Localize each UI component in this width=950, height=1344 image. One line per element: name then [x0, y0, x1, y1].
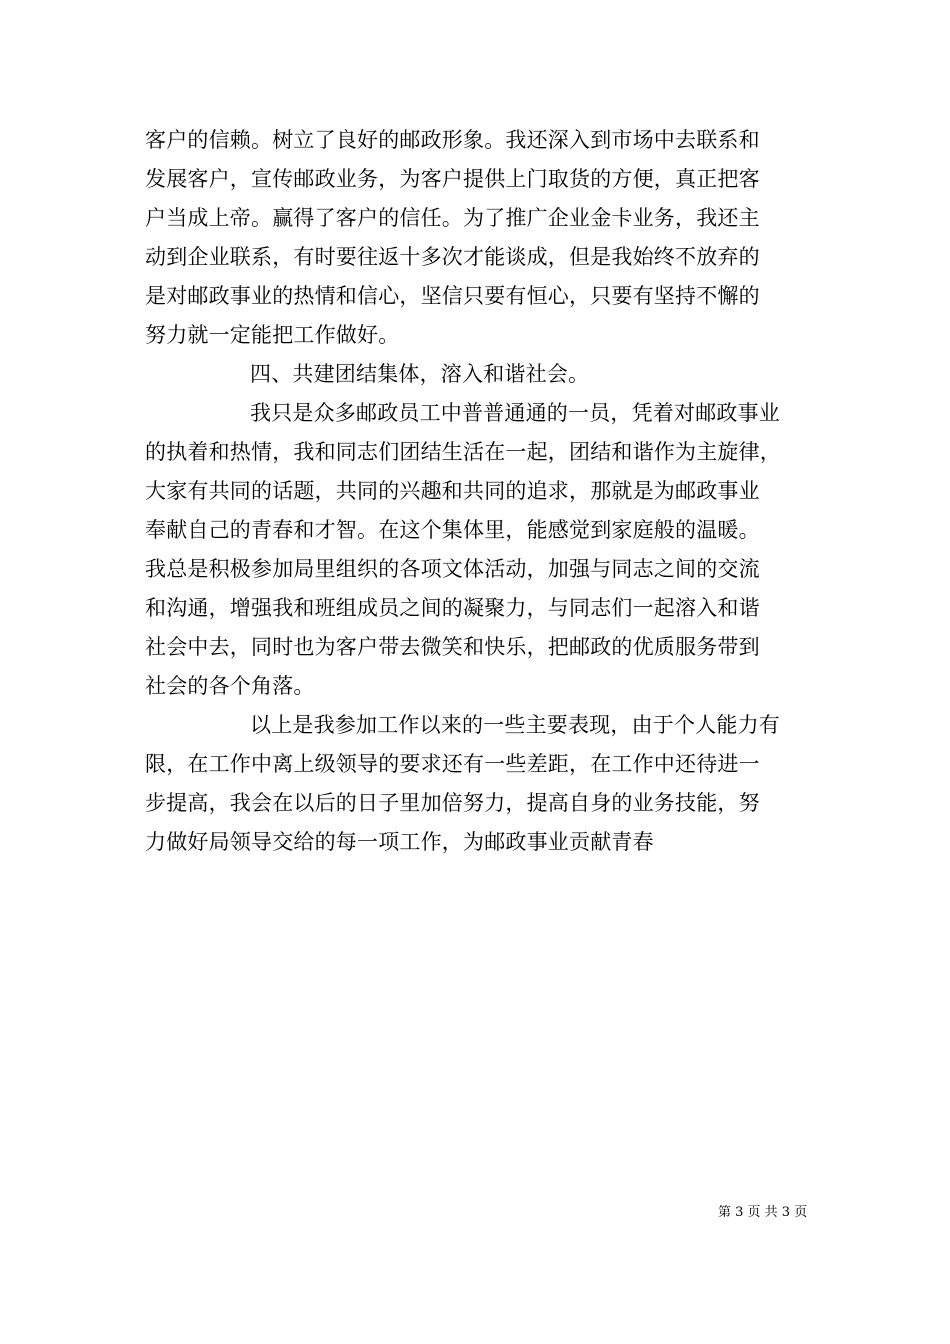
text-line: 力做好局领导交给的每一项工作，为邮政事业贡献青春: [145, 830, 654, 854]
text-line: 动到企业联系，有时要往返十多次才能谈成，但是我始终不放弃的: [145, 245, 760, 269]
text-line: 努力就一定能把工作做好。: [145, 323, 400, 347]
text-line: 和沟通，增强我和班组成员之间的凝聚力，与同志们一起溶入和谐: [145, 596, 760, 620]
text-line: 发展客户，宣传邮政业务，为客户提供上门取货的方便，真正把客: [145, 167, 760, 191]
text-line: 奉献自己的青春和才智。在这个集体里，能感觉到家庭般的温暖。: [145, 518, 760, 542]
text-line: 以上是我参加工作以来的一些主要表现，由于个人能力有: [250, 713, 780, 737]
page-number: 第 3 页 共 3 页: [718, 1205, 808, 1220]
text-line: 户当成上帝。赢得了客户的信任。为了推广企业金卡业务，我还主: [145, 206, 760, 230]
text-line: 社会中去，同时也为客户带去微笑和快乐，把邮政的优质服务带到: [145, 635, 760, 659]
text-line: 客户的信赖。树立了良好的邮政形象。我还深入到市场中去联系和: [145, 128, 760, 152]
text-line: 步提高，我会在以后的日子里加倍努力，提高自身的业务技能，努: [145, 791, 760, 815]
text-line: 我只是众多邮政员工中普普通通的一员，凭着对邮政事业: [250, 401, 780, 425]
section-heading: 四、共建团结集体，溶入和谐社会。: [250, 362, 590, 386]
text-line: 我总是积极参加局里组织的各项文体活动，加强与同志之间的交流: [145, 557, 760, 581]
text-line: 的执着和热情，我和同志们团结生活在一起，团结和谐作为主旋律，: [145, 440, 781, 464]
text-line: 是对邮政事业的热情和信心，坚信只要有恒心，只要有坚持不懈的: [145, 284, 760, 308]
text-line: 限，在工作中离上级领导的要求还有一些差距，在工作中还待进一: [145, 752, 760, 776]
text-line: 大家有共同的话题，共同的兴趣和共同的追求，那就是为邮政事业: [145, 479, 760, 503]
text-line: 社会的各个角落。: [145, 674, 315, 698]
